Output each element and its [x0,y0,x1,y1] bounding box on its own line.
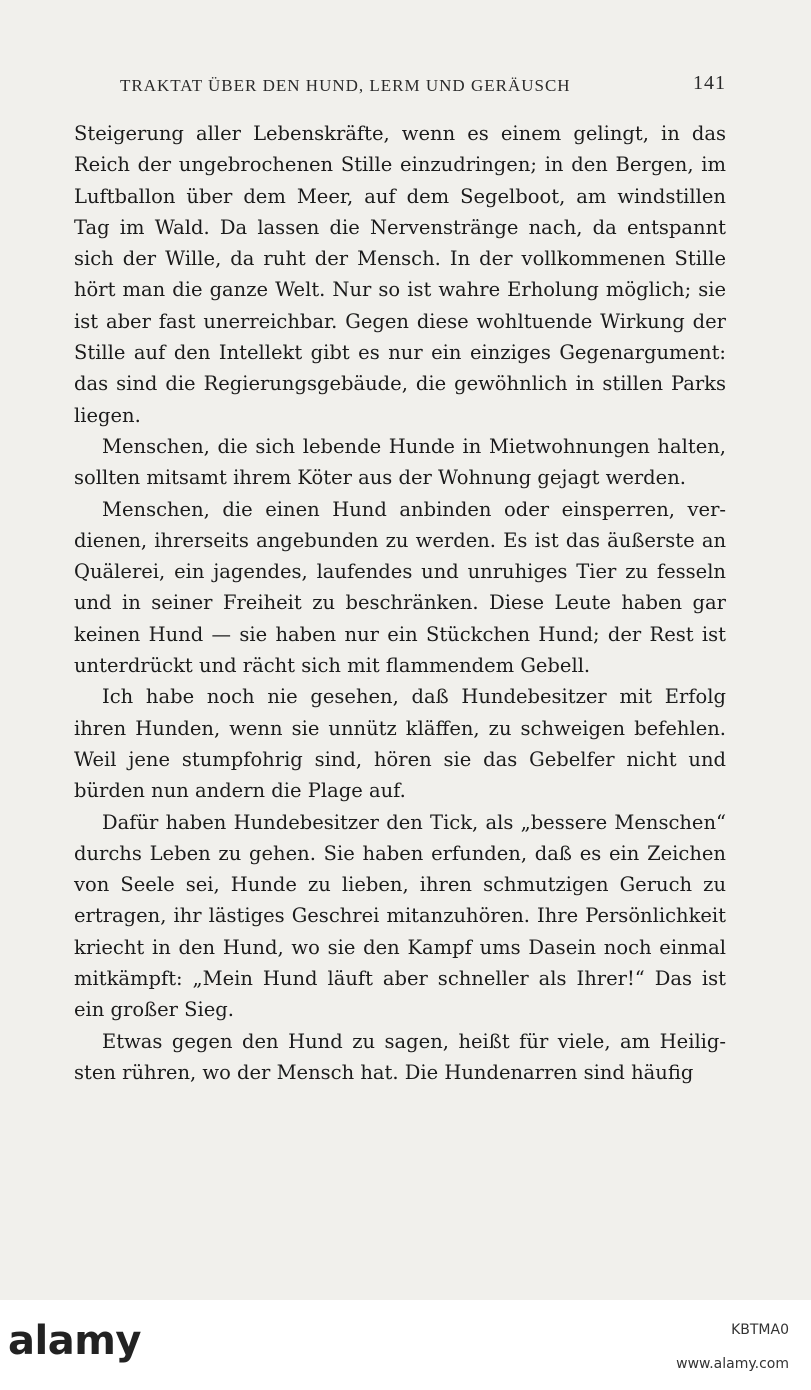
alamy-logo: alamy [8,1318,141,1364]
paragraph: Etwas gegen den Hund zu sagen, heißt für viele, am Heiligsten rühren, wo der Mensch hat. Die Hundenarren sind häufig [74,1029,726,1084]
paragraph: Ich habe noch nie gesehen, daß Hundebesitzer mit Erfolg ihren Hunden, wenn sie unnütz kläffen, zu schweigen befehlen. Weil jene stumpfohrig sind, hören sie das Gebelfer nicht und bürden nun andern die Plage auf. [74,685,726,803]
paragraph: Menschen, die einen Hund anbinden oder einsperren, verdienen, ihrerseits angebunden zu werden. Es ist das äußerste an Quälerei, ein jagendes, laufendes und unruhiges Tier zu fesseln und in seiner Freiheit zu beschränken. Diese Leute haben gar keinen Hund — sie haben nur ein Stückchen Hund; der Rest ist unterdrückt und rächt sich mit flammendem Gebell. [74,497,726,678]
body-text [74,118,726,1088]
paragraph: Dafür haben Hundebesitzer den Tick, als „bessere Menschen“ durchs Leben zu gehen. Sie haben erfunden, daß es ein Zeichen von Seele sei, Hunde zu lieben, ihren schmutzigen Geruch zu ertragen, ihr lästiges Geschrei mitanzuhören. Ihre Persönlichkeit kriecht in den Hund, wo sie den Kampf ums Dasein noch einmal mitkämpft: „Mein Hund läuft aber schneller als Ihrer!“ Das ist ein großer Sieg. [74,810,726,1022]
stock-url: www.alamy.com [676,1356,789,1372]
paragraph: Steigerung aller Lebenskräfte, wenn es einem gelingt, in das Reich der ungebrochenen Stille einzudringen; in den Bergen, im Luftballon über dem Meer, auf dem Segelboot, am windstillen Tag im Wald. Da lassen die Nervenstränge nach, da entspannt sich der Wille, da ruht der Mensch. In der vollkommenen Stille hört man die ganze Welt. Nur so ist wahre Erholung möglich; sie ist aber fast unerreichbar. Gegen diese wohltuende Wirkung der Stille auf den Intellekt gibt es nur ein einziges Gegenargument: das sind die Regierungsgebäude, die gewöhnlich in stillen Parks liegen. [74,122,726,427]
image-id: KBTMA0 [731,1322,789,1338]
paragraph: Menschen, die sich lebende Hunde in Mietwohnungen halten, sollten mitsamt ihrem Köter aus der Wohnung gejagt werden. [74,434,726,490]
page-number: 141 [693,72,726,94]
running-head-title: TRAKTAT ÜBER DEN HUND, LERM UND GERÄUSCH [120,76,571,95]
